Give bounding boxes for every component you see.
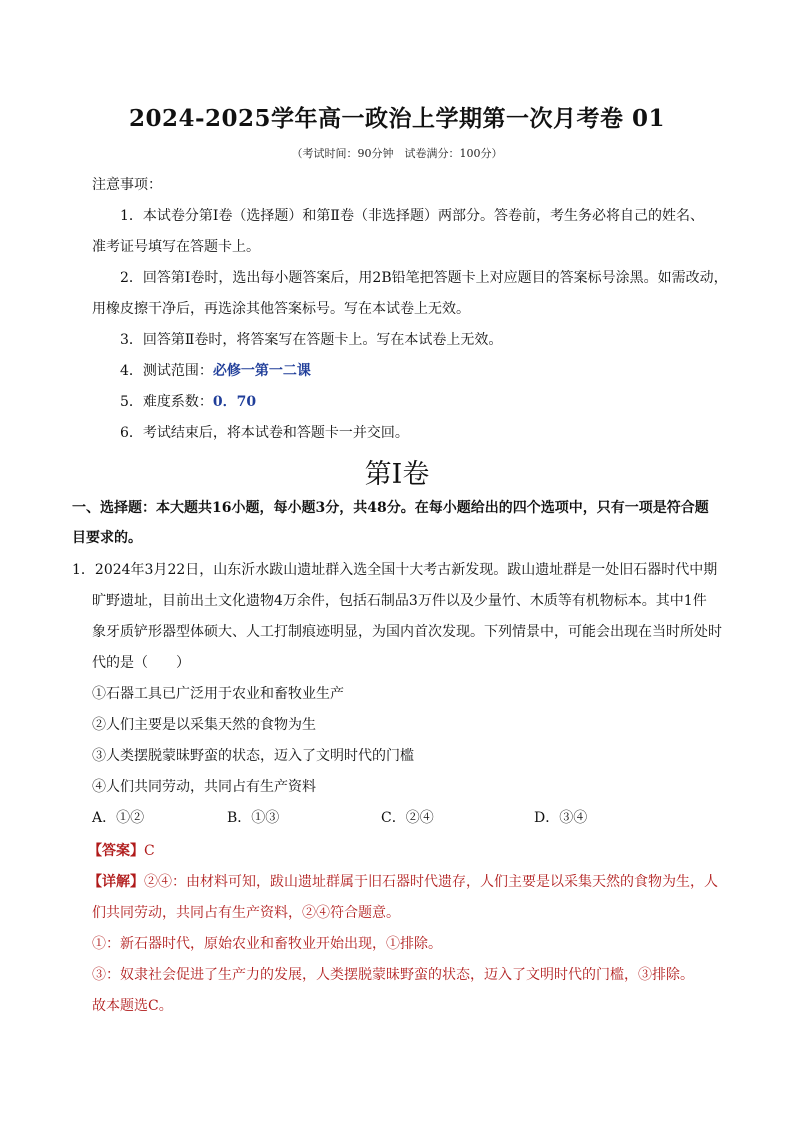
detail-line-2: 们共同劳动，共同占有生产资料，②④符合题意。 bbox=[92, 905, 400, 921]
statement-2: ②人们主要是以采集天然的食物为生 bbox=[92, 717, 316, 733]
section-intro-line-1: 一、选择题：本大题共16小题，每小题3分，共48分。在每小题给出的四个选项中，只有一项是符合题 bbox=[72, 500, 709, 516]
detail-line-3: ①：新石器时代，原始农业和畜牧业开始出现，①排除。 bbox=[92, 936, 442, 952]
detail-line-1 bbox=[88, 872, 718, 892]
note-item-6: 6．考试结束后，将本试卷和答题卡一并交回。 bbox=[120, 425, 409, 441]
statement-4: ④人们共同劳动，共同占有生产资料 bbox=[92, 779, 316, 795]
section-title: 第Ⅰ卷 bbox=[364, 459, 430, 490]
question-1-line-4: 代的是（ ） bbox=[92, 655, 190, 671]
question-1-line-1: 1．2024年3月22日，山东沂水跋山遗址群入选全国十大考古新发现。跋山遗址群是一处旧石器时代中期 bbox=[72, 562, 718, 578]
note-item-2-line-1: 2．回答第Ⅰ卷时，选出每小题答案后，用2B铅笔把答题卡上对应题目的答案标号涂黑。如需改动， bbox=[120, 270, 728, 286]
note-item-3: 3．回答第Ⅱ卷时，将答案写在答题卡上。写在本试卷上无效。 bbox=[120, 332, 503, 348]
notes-heading: 注意事项： bbox=[92, 177, 162, 193]
difficulty-value: 0．70 bbox=[212, 394, 257, 410]
note-item-4-label: 4．测试范围： bbox=[120, 363, 213, 379]
test-scope-value: 必修一第一二课 bbox=[212, 363, 311, 379]
answer-label: 【答案】 bbox=[88, 843, 144, 859]
detail-text-1: ②④：由材料可知，跋山遗址群属于旧石器时代遗存，人们主要是以采集天然的食物为生，人 bbox=[144, 874, 718, 890]
option-a: A．①② bbox=[92, 810, 145, 826]
note-item-1-line-1: 1．本试卷分第Ⅰ卷（选择题）和第Ⅱ卷（非选择题）两部分。答卷前，考生务必将自己的姓名、 bbox=[120, 208, 704, 224]
section-intro-line-2: 目要求的。 bbox=[72, 530, 142, 546]
option-c: C．②④ bbox=[381, 810, 434, 826]
note-item-2-line-2: 用橡皮擦干净后，再选涂其他答案标号。写在本试卷上无效。 bbox=[92, 301, 470, 317]
option-b: B．①③ bbox=[227, 810, 280, 826]
note-item-1-line-2: 准考证号填写在答题卡上。 bbox=[92, 239, 260, 255]
note-item-5-label: 5．难度系数： bbox=[120, 394, 213, 410]
statement-1: ①石器工具已广泛用于农业和畜牧业生产 bbox=[92, 686, 344, 702]
detail-line-5: 故本题选C。 bbox=[92, 998, 173, 1014]
statement-3: ③人类摆脱蒙昧野蛮的状态，迈入了文明时代的门槛 bbox=[92, 748, 414, 764]
detail-label: 【详解】 bbox=[88, 874, 144, 890]
question-1-line-2: 旷野遗址，目前出土文化遗物4万余件，包括石制品3万件以及少量竹、木质等有机物标本。其中1件 bbox=[92, 593, 707, 609]
answer bbox=[88, 841, 155, 861]
detail-line-4: ③：奴隶社会促进了生产力的发展，人类摆脱蒙昧野蛮的状态，迈入了文明时代的门槛，③排除。 bbox=[92, 967, 694, 983]
note-item-5 bbox=[120, 392, 256, 412]
page-subtitle: （考试时间：90分钟 试卷满分：100分） bbox=[291, 147, 503, 160]
page-title: 2024-2025学年高一政治上学期第一次月考卷 01 bbox=[128, 105, 666, 132]
option-d: D．③④ bbox=[534, 810, 588, 826]
note-item-4 bbox=[120, 361, 311, 381]
answer-value: C bbox=[144, 843, 155, 859]
question-1-line-3: 象牙质铲形器型体硕大、人工打制痕迹明显，为国内首次发现。下列情景中，可能会出现在当时所处时 bbox=[92, 624, 722, 640]
